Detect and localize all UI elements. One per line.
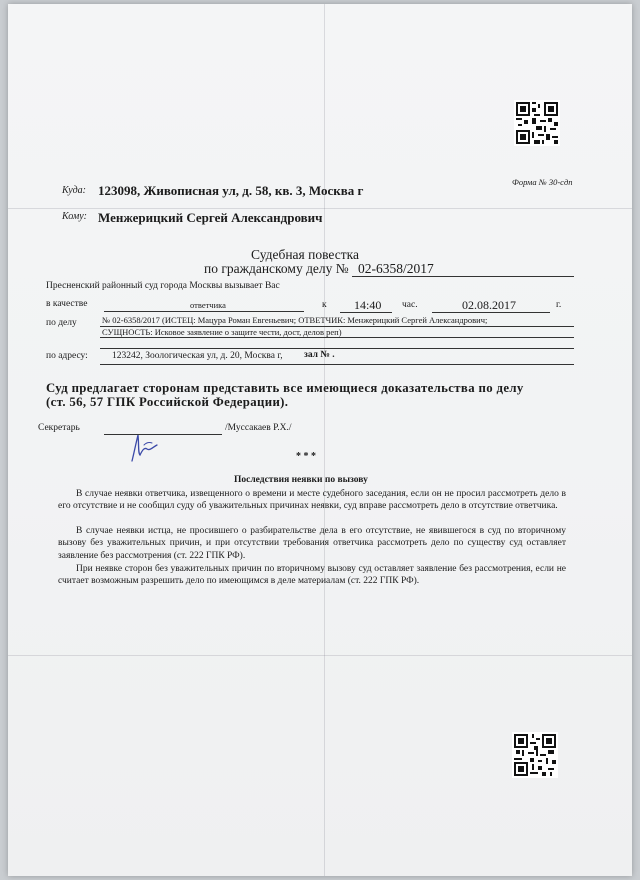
k-label: к [322,300,327,310]
consequence-paragraph: В случае неявки ответчика, извещенного о времени и месте судебного заседания, если он не просил рассмотреть дело в его отсутствие и не сообщил суду об уважительных причинах неявки, суд вправе рассмотреть дело в отсутствие ответчика. [58,489,566,512]
year-label: г. [556,300,562,310]
case-underline-2 [100,337,574,338]
hour-label: час. [402,300,418,310]
case-label: по делу [46,318,77,328]
time-underline [340,312,392,313]
title-case-prefix: по гражданскому делу № [204,261,349,276]
fold-line-vertical [324,4,325,876]
fold-line [8,208,632,209]
court-text: Пресненский районный суд города Москвы вызывает Вас [46,281,280,291]
form-number: Форма № 30-сдп [512,177,573,187]
case-number: 02-6358/2017 [358,261,434,276]
case-line-2: СУЩНОСТЬ: Исковое заявление о защите чести, дост, делов реп) [102,327,342,337]
court-hall: зал № . [304,350,335,360]
case-underline-3 [100,348,574,349]
date-underline [432,312,550,313]
case-number-underline [352,276,574,277]
signature-underline [104,434,222,435]
hearing-date: 02.08.2017 [462,298,516,312]
document-title: Судебная повестка [251,247,359,262]
hearing-time: 14:40 [354,298,382,312]
court-address: 123242, Зоологическая ул, д. 20, Москва г, [112,351,283,361]
consequences-heading: Последствия неявки по вызову [234,475,368,485]
recipient-name: Менжерицкий Сергей Александрович [98,210,323,225]
section-stars: * * * [296,451,316,462]
fold-line [8,655,632,656]
evidence-notice-line-1: Суд предлагает сторонам представить все имеющиеся доказательства по делу [46,381,524,395]
consequence-paragraph: При неявке сторон без уважительных причин по вторичному вызову суд оставляет заявление без рассмотрения, если не считает возможным разрешить дело по имеющимся в деле материалам (ст. 222 ГПК РФ). [58,564,566,587]
qr-code-bottom [512,732,558,778]
where-label: Куда: [62,185,87,196]
court-address-underline [100,364,574,365]
qr-code-top [514,100,560,146]
capacity-underline [104,311,304,312]
secretary-name: /Муссакаев Р.Х./ [225,423,292,433]
consequence-paragraph: В случае неявки истца, не просившего о разбирательстве дела в его отсутствие, не явившегося в суд по вторичному вызову без уважительных причин, и при отсутствии требования ответчика рассмотреть дело по существу суд оставляет заявление без рассмотрения (ст. 222 ГПК РФ). [58,526,566,561]
secretary-signature [124,425,164,470]
whom-label: Кому: [62,211,87,222]
evidence-notice-line-2: (ст. 56, 57 ГПК Российской Федерации). [46,395,289,409]
capacity-label: в качестве [46,299,88,309]
secretary-label: Секретарь [38,423,80,433]
court-address-label: по адресу: [46,351,88,361]
capacity-value: ответчика [190,300,226,310]
recipient-address: 123098, Живописная ул, д. 58, кв. 3, Москва г [98,183,364,198]
case-line-1: № 02-6358/2017 (ИСТЕЦ: Мацура Роман Евгеньевич; ОТВЕТЧИК: Менжерицкий Сергей Александрович; [102,315,488,325]
